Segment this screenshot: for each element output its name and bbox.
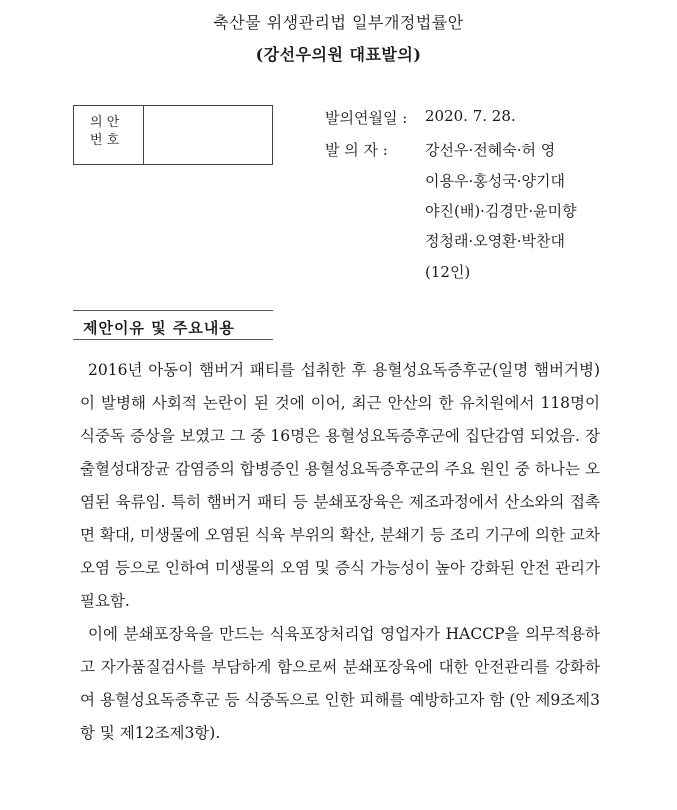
body-paragraph-2: 이에 분쇄포장육을 만드는 식육포장처리업 영업자가 HACCP을 의무적용하고 자가품질검사를 부담하게 함으로써 분쇄포장육에 대한 안전관리를 강화하여 용혈성요독증후군 등 식중독으로 인한 피해를 예방하고자 함 (안 제9조제3항 및 제12조제3항). xyxy=(80,625,600,742)
bill-subtitle: (강선우의원 대표발의) xyxy=(255,45,422,64)
proposal-date-label: 발의연월일 : xyxy=(325,109,408,127)
bill-number-value xyxy=(144,106,272,164)
proposer-names-line3: 야진(배)·김경만·윤미향 xyxy=(425,202,577,220)
proposer-count: (12인) xyxy=(425,263,471,281)
proposer-names-line1: 강선우·전혜숙·허 영 xyxy=(425,141,556,159)
bill-number-label xyxy=(74,106,144,164)
proposal-body xyxy=(80,354,600,750)
body-paragraph-1: 2016년 아동이 햄버거 패티를 섭취한 후 용혈성요독증후군(일명 햄버거병)이 발병해 사회적 논란이 된 것에 이어, 최근 안산의 한 유치원에서 118명이 식중독 증상을 보였고 그 중 16명은 용혈성요독증후군에 집단감염 되었음. 장출혈성대장균 감염증의 합병증인 용혈성요독증후군의 주요 원인 중 하나는 오염된 육류임. 특히 햄버거 패티 등 분쇄포장육은 제조과정에서 산소와의 접촉면 확대, 미생물에 오염된 식육 부위의 확산, 분쇄기 등 조리 기구에 의한 교차오염 등으로 인하여 미생물의 오염 및 증식 가능성이 높아 강화된 안전 관리가 필요함. xyxy=(80,361,600,610)
bill-number-label-line2: 번 호 xyxy=(90,133,120,148)
proposer-names-line4: 정청래·오영환·박찬대 xyxy=(425,232,565,250)
bill-number-label-line1: 의 안 xyxy=(90,115,120,130)
proposal-date-value: 2020. 7. 28. xyxy=(425,107,516,125)
bill-title: 축산물 위생관리법 일부개정법률안 xyxy=(213,13,464,32)
section-heading: 제안이유 및 주요내용 xyxy=(73,310,273,340)
bill-number-box xyxy=(73,105,273,165)
proposer-label: 발 의 자 : xyxy=(325,141,388,159)
proposer-names-line2: 이용우·홍성국·양기대 xyxy=(425,172,565,190)
